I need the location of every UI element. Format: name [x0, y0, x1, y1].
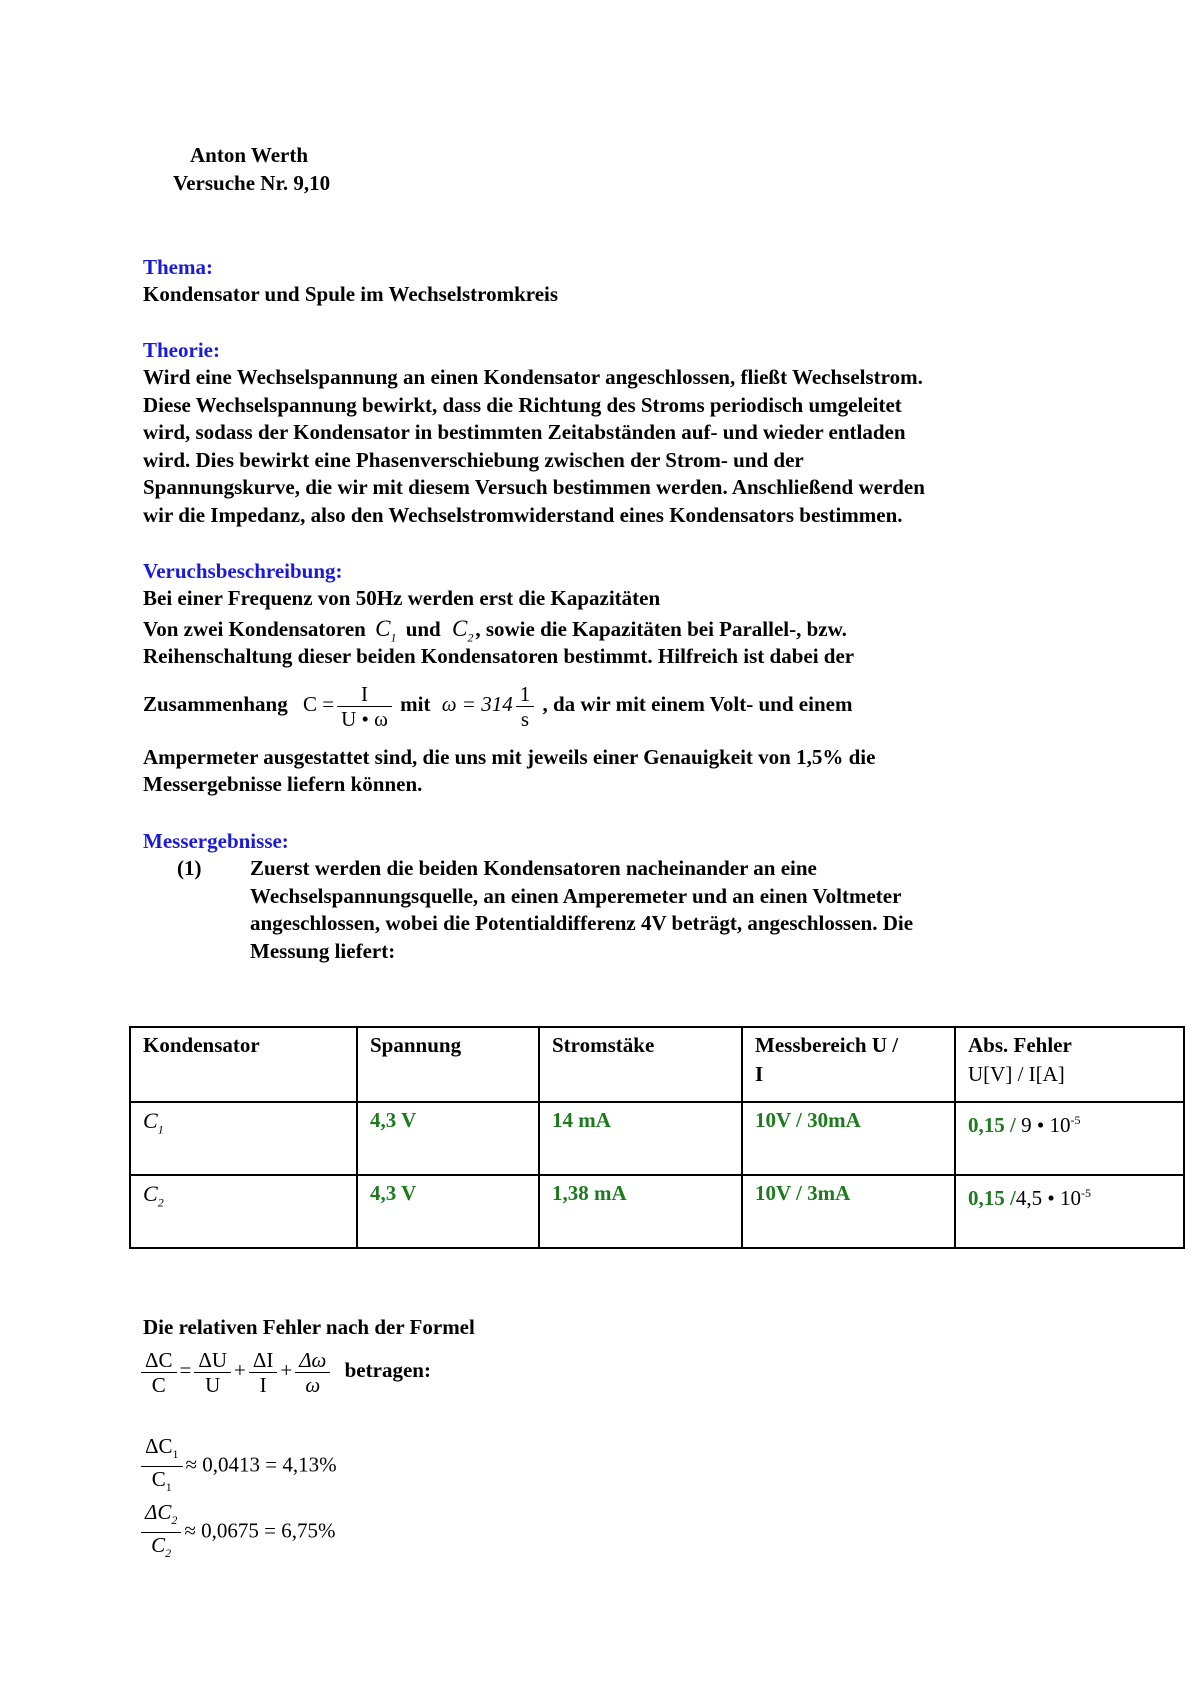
item-text — [250, 855, 913, 965]
cell-strom: 1,38 mA — [539, 1175, 742, 1248]
beschreibung-line: Ampermeter ausgestattet sind, die uns mit jeweils einer Genauigkeit von 1,5% die — [143, 745, 876, 769]
theorie-line: wird, sodass der Kondensator in bestimmten Zeitabständen auf- und wieder entladen — [143, 420, 906, 444]
cell-kondensator: $C_1$ — [130, 1102, 357, 1175]
cell-fehler: 0,15 / 9 • $10^{-5}$ — [955, 1102, 1184, 1175]
table-row — [130, 1102, 1184, 1175]
formula-c: C = $\frac{I}{U • \omega}$ — [303, 692, 400, 716]
cell-kondensator: $C_2$ — [130, 1175, 357, 1248]
c2-symbol: $C_2$ — [452, 616, 474, 645]
theorie-heading: Theorie: — [143, 338, 220, 362]
beschreibung-formula-line — [143, 676, 852, 732]
item-line: Zuerst werden die beiden Kondensatoren nacheinander an eine — [250, 856, 817, 880]
header-kondensator: Kondensator — [130, 1027, 357, 1102]
author-name: Anton Werth — [190, 143, 309, 167]
beschreibung-text: Zusammenhang — [143, 692, 288, 716]
beschreibung-line: Messergebnisse liefern können. — [143, 772, 423, 796]
header-abs-fehler: Abs. Fehler U[V] / I[A] — [955, 1027, 1184, 1102]
beschreibung-text: Von zwei Kondensatoren — [143, 617, 366, 641]
cell-spannung: 4,3 V — [357, 1175, 539, 1248]
fehler-formula: $\frac{\Delta C}{C}$ = $\frac{\Delta U}{U}$ + $\frac{\Delta I}{I}$ + $\frac{\Delta\omega}{\omega}$ betragen: — [141, 1342, 431, 1398]
item-line: Messung liefert: — [250, 938, 396, 963]
theorie-line: Diese Wechselspannung bewirkt, dass die Richtung des Stroms periodisch umgeleitet — [143, 392, 902, 417]
item-line: Wechselspannungsquelle, an einen Amperemeter und an einen Voltmeter — [250, 883, 902, 908]
theorie-line: Wird eine Wechselspannung an einen Kondensator angeschlossen, fließt Wechselstrom. — [143, 365, 923, 389]
item-line: angeschlossen, wobei die Potentialdifferenz 4V beträgt, angeschlossen. Die — [250, 911, 914, 935]
cell-fehler: 0,15 /4,5 • $10^{-5}$ — [955, 1175, 1184, 1248]
experiment-number: Versuche Nr. 9,10 — [173, 171, 331, 195]
beschreibung-text: , sowie die Kapazitäten bei Parallel-, bzw. — [475, 617, 847, 641]
beschreibung-text: und — [405, 617, 441, 641]
theorie-paragraph — [143, 364, 925, 529]
c1-symbol: $C_1$ — [375, 616, 397, 645]
theorie-line: wir die Impedanz, also den Wechselstromwiderstand eines Kondensators bestimmen. — [143, 502, 903, 527]
beschreibung-line: Bei einer Frequenz von 50Hz werden erst die Kapazitäten — [143, 586, 661, 610]
messergebnisse-heading: Messergebnisse: — [143, 829, 289, 853]
fehler-intro: Die relativen Fehler nach der Formel — [143, 1315, 475, 1339]
beschreibung-text: , da wir mit einem Volt- und einem — [542, 692, 853, 716]
beschreibung-text: mit — [400, 692, 431, 716]
beschreibung-heading: Veruchsbeschreibung: — [143, 559, 343, 583]
cell-spannung: 4,3 V — [357, 1102, 539, 1175]
header-stromstaerke: Stromstäke — [539, 1027, 742, 1102]
beschreibung-line: Reihenschaltung dieser beiden Kondensatoren bestimmt. Hilfreich ist dabei der — [143, 644, 855, 668]
cell-bereich: 10V / 3mA — [742, 1175, 955, 1248]
header-spannung: Spannung — [357, 1027, 539, 1102]
table-row — [130, 1175, 1184, 1248]
cell-strom: 14 mA — [539, 1102, 742, 1175]
fehler-result-c2: $\frac{\Delta C_2}{C_2}$ ≈ 0,0675 = 6,75% — [141, 1500, 335, 1565]
thema-heading: Thema: — [143, 255, 213, 279]
table-header-row — [130, 1027, 1184, 1102]
thema-text: Kondensator und Spule im Wechselstromkreis — [143, 282, 559, 306]
measurement-table — [129, 1026, 1185, 1249]
theorie-line: Spannungskurve, die wir mit diesem Versuch bestimmen werden. Anschließend werden — [143, 475, 925, 499]
fehler-result-c1: $\frac{\Delta C_1}{C_1}$ ≈ 0,0413 = 4,13% — [141, 1434, 337, 1499]
item-number: (1) — [177, 856, 202, 880]
header-messbereich: Messbereich U / I — [742, 1027, 955, 1102]
cell-bereich: 10V / 30mA — [742, 1102, 955, 1175]
theorie-line: wird. Dies bewirkt eine Phasenverschiebung zwischen der Strom- und der — [143, 447, 804, 472]
fehler-suffix: betragen: — [344, 1358, 431, 1382]
formula-omega: ω = 314 $\frac{1}{s}$ — [442, 692, 543, 716]
